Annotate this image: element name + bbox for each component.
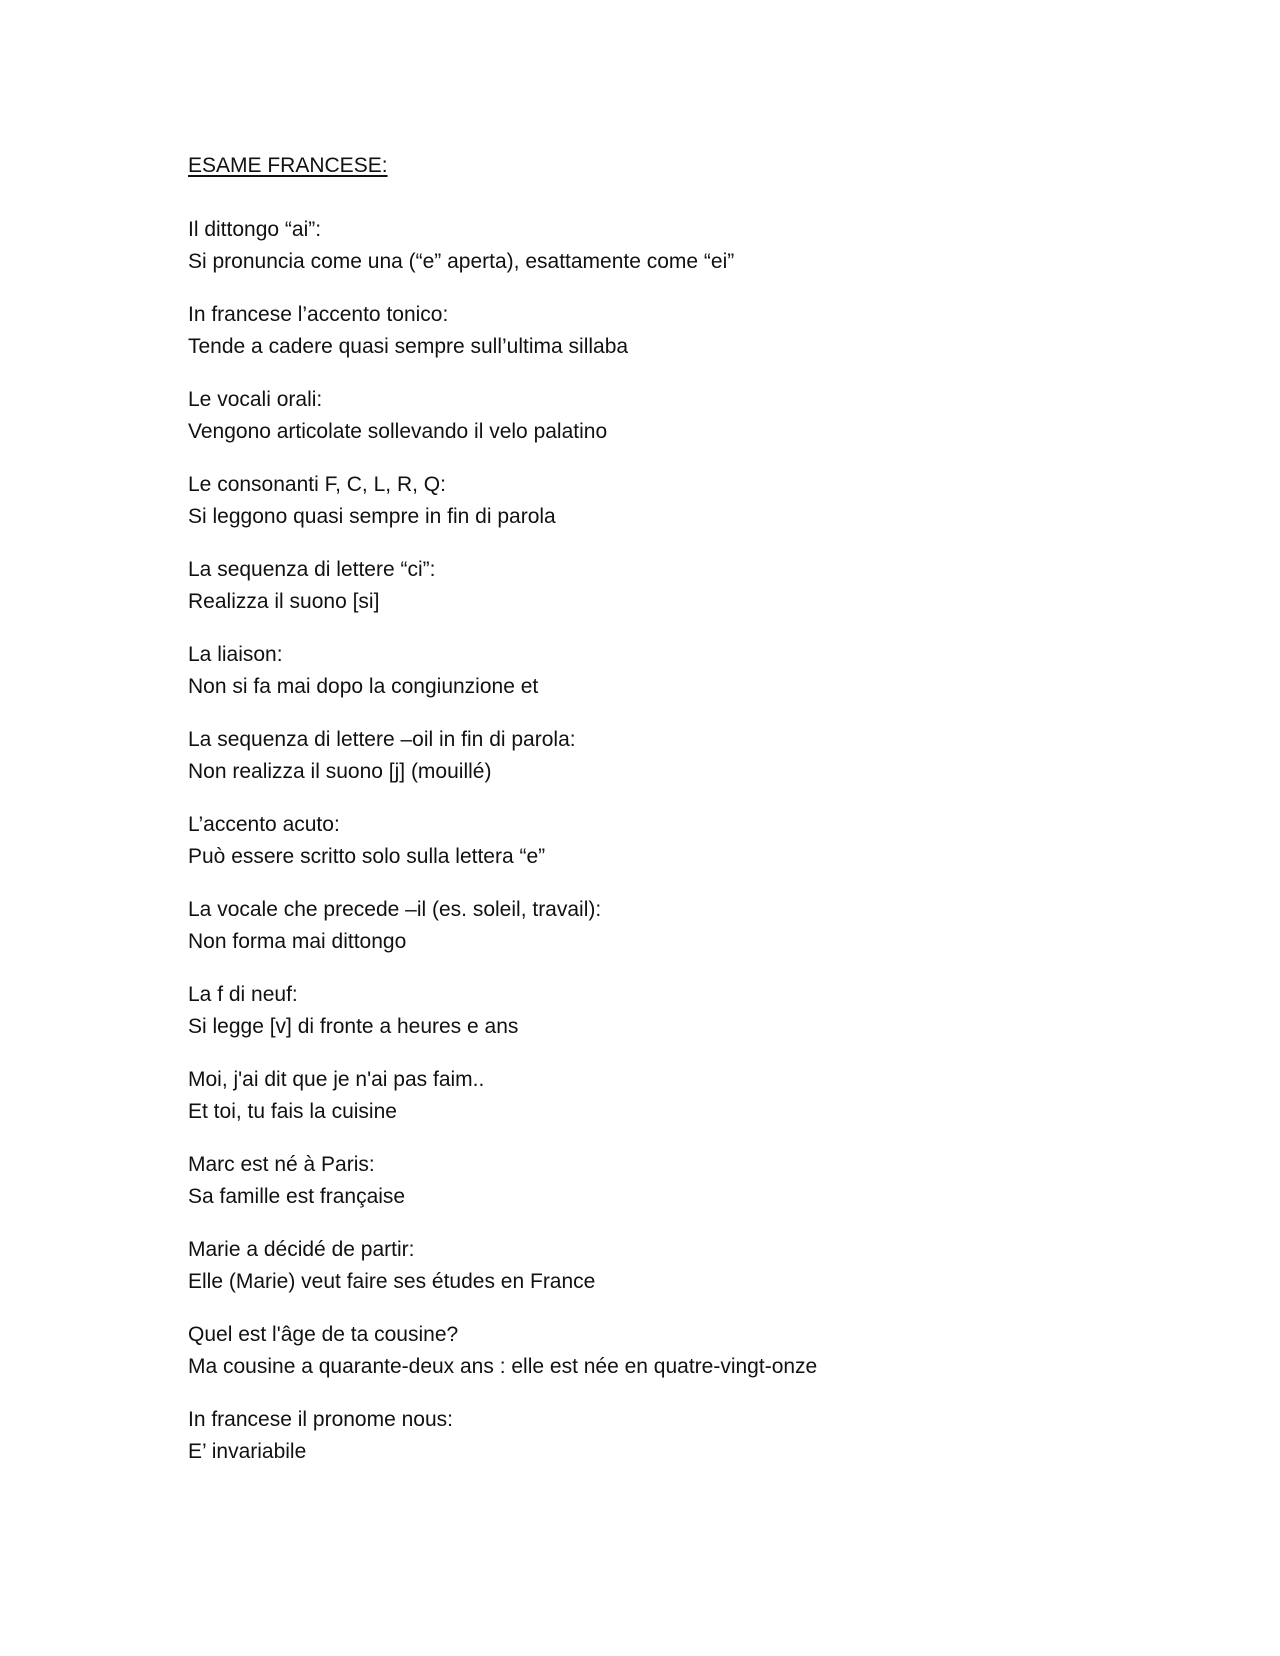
entry bbox=[188, 724, 1148, 788]
entry bbox=[188, 469, 1148, 533]
entry-question: Le vocali orali: bbox=[188, 388, 323, 411]
entry bbox=[188, 809, 1148, 873]
entry bbox=[188, 979, 1148, 1043]
entry-question: Marc est né à Paris: bbox=[188, 1153, 375, 1176]
entry-answer: Vengono articolate sollevando il velo palatino bbox=[188, 420, 608, 443]
entry-answer: Non si fa mai dopo la congiunzione et bbox=[188, 675, 539, 698]
entry-question: La sequenza di lettere –oil in fin di parola: bbox=[188, 728, 576, 751]
entry-answer: Ma cousine a quarante-deux ans : elle est née en quatre-vingt-onze bbox=[188, 1355, 818, 1378]
entry-question: Le consonanti F, C, L, R, Q: bbox=[188, 473, 446, 496]
entry bbox=[188, 894, 1148, 958]
entry-question: Il dittongo “ai”: bbox=[188, 218, 322, 241]
entry bbox=[188, 1149, 1148, 1213]
entry-question: La sequenza di lettere “ci”: bbox=[188, 558, 436, 581]
entry-answer: Si leggono quasi sempre in fin di parola bbox=[188, 505, 556, 528]
entry-question: L’accento acuto: bbox=[188, 813, 340, 836]
entry-answer: Elle (Marie) veut faire ses études en France bbox=[188, 1270, 596, 1293]
entry-answer: Si legge [v] di fronte a heures e ans bbox=[188, 1015, 519, 1038]
entry-question: In francese il pronome nous: bbox=[188, 1408, 453, 1431]
entry bbox=[188, 299, 1148, 363]
entry-question: La f di neuf: bbox=[188, 983, 298, 1006]
entry-answer: Realizza il suono [si] bbox=[188, 590, 380, 613]
entry-answer: Si pronuncia come una (“e” aperta), esattamente come “ei” bbox=[188, 250, 735, 273]
entry-answer: Può essere scritto solo sulla lettera “e” bbox=[188, 845, 546, 868]
entry-answer: Tende a cadere quasi sempre sull’ultima sillaba bbox=[188, 335, 629, 358]
entry-question: La vocale che precede –il (es. soleil, travail): bbox=[188, 898, 602, 921]
entry-question: Marie a décidé de partir: bbox=[188, 1238, 415, 1261]
entry bbox=[188, 554, 1148, 618]
entry-question: Quel est l'âge de ta cousine? bbox=[188, 1323, 459, 1346]
entry bbox=[188, 214, 1148, 278]
entry-answer: Sa famille est française bbox=[188, 1185, 406, 1208]
entry bbox=[188, 639, 1148, 703]
document-title: ESAME FRANCESE: bbox=[188, 154, 388, 177]
entry bbox=[188, 1234, 1148, 1298]
entry-question: Moi, j'ai dit que je n'ai pas faim.. bbox=[188, 1068, 485, 1091]
entry-answer: Non forma mai dittongo bbox=[188, 930, 407, 953]
entry-question: La liaison: bbox=[188, 643, 283, 666]
entry bbox=[188, 1404, 1148, 1468]
entry bbox=[188, 1319, 1148, 1383]
entry bbox=[188, 384, 1148, 448]
entry-answer: E’ invariabile bbox=[188, 1440, 307, 1463]
entry-question: In francese l’accento tonico: bbox=[188, 303, 449, 326]
document-body bbox=[188, 150, 1148, 1489]
entry bbox=[188, 1064, 1148, 1128]
entry-list bbox=[188, 214, 1148, 1468]
entry-answer: Non realizza il suono [j] (mouillé) bbox=[188, 760, 492, 783]
entry-answer: Et toi, tu fais la cuisine bbox=[188, 1100, 397, 1123]
